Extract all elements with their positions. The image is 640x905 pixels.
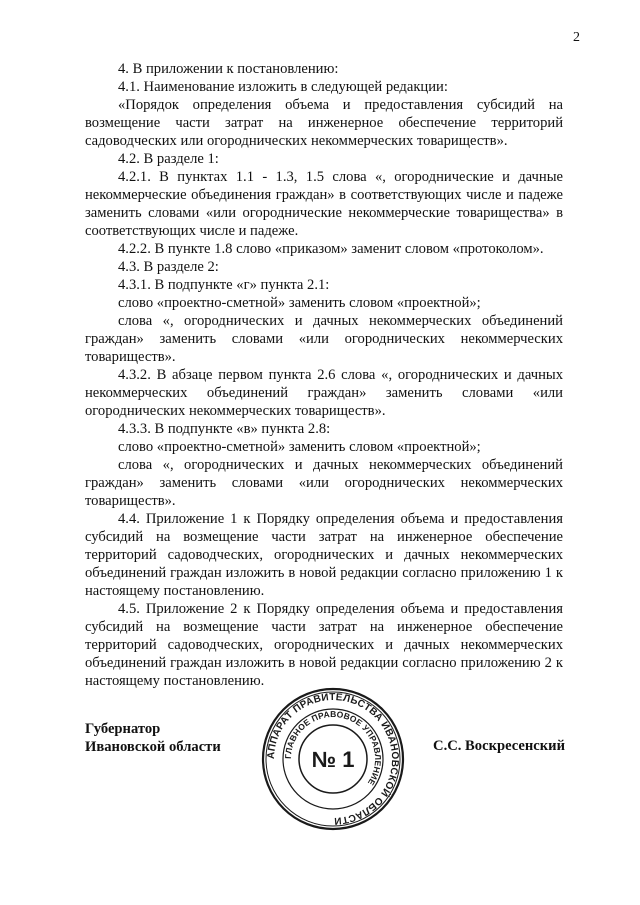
page-number: 2 bbox=[573, 30, 580, 45]
paragraph-4-1-quote: «Порядок определения объема и предоставления субсидий на возмещение части затрат на инженерное обеспечение территорий садоводческих или огороднических некоммерческих товариществ». bbox=[85, 97, 563, 149]
paragraph-4-3-3-a: слово «проектно-сметной» заменить словом «проектной»; bbox=[118, 439, 481, 455]
paragraph-4-1: 4.1. Наименование изложить в следующей редакции: bbox=[118, 79, 448, 95]
paragraph-4-2-2: 4.2.2. В пункте 1.8 слово «приказом» заменит словом «протоколом». bbox=[118, 241, 544, 257]
paragraph-4-3-3-b: слова «, огороднических и дачных некоммерческих объединений граждан» заменить словами «или огороднических некоммерческих товариществ». bbox=[85, 457, 563, 509]
svg-text:№ 1: № 1 bbox=[311, 747, 355, 772]
svg-text:АППАРАТ ПРАВИТЕЛЬСТВА ИВАНОВСК: АППАРАТ ПРАВИТЕЛЬСТВА ИВАНОВСКОЙ ОБЛАСТИ bbox=[265, 691, 401, 827]
signer-title-line2: Ивановской области bbox=[85, 739, 221, 755]
paragraph-4-5: 4.5. Приложение 2 к Порядку определения объема и предоставления субсидий на возмещение части затрат на инженерное обеспечение территорий садоводческих, огороднических и дачных некоммерческих объединений граждан изложить в новой редакции согласно приложению 2 к настоящему постановлению. bbox=[85, 601, 563, 689]
paragraph-4-3-1: 4.3.1. В подпункте «г» пункта 2.1: bbox=[118, 277, 330, 293]
paragraph-4-3: 4.3. В разделе 2: bbox=[118, 259, 219, 275]
paragraph-4-4: 4.4. Приложение 1 к Порядку определения объема и предоставления субсидий на возмещение части затрат на инженерное обеспечение территорий садоводческих, огороднических и дачных некоммерческих объединений граждан изложить в новой редакции согласно приложению 1 к настоящему постановлению. bbox=[85, 511, 563, 599]
signer-name: С.С. Воскресенский bbox=[433, 738, 565, 754]
signer-title-line1: Губернатор bbox=[85, 721, 161, 737]
paragraph-4-3-2: 4.3.2. В абзаце первом пункта 2.6 слова «, огороднических и дачных некоммерческих объединений граждан» заменить словами «или огороднических некоммерческих товариществ». bbox=[85, 367, 563, 419]
document-body bbox=[85, 60, 563, 690]
paragraph-4-3-1-b: слова «, огороднических и дачных некоммерческих объединений граждан» заменить словами «или огороднических некоммерческих товариществ». bbox=[85, 313, 563, 365]
paragraph-4: 4. В приложении к постановлению: bbox=[118, 61, 339, 77]
paragraph-4-2-1: 4.2.1. В пунктах 1.1 - 1.3, 1.5 слова «, огороднические и дачные некоммерческие объединения граждан» в соответствующих числе и падеже заменить словами «или огороднические некоммерческие товарищества» в соответствующих числе и падеже. bbox=[85, 169, 563, 239]
svg-text:ГЛАВНОЕ ПРАВОВОЕ УПРАВЛЕНИЕ: ГЛАВНОЕ ПРАВОВОЕ УПРАВЛЕНИЕ bbox=[282, 708, 384, 788]
paragraph-4-2: 4.2. В разделе 1: bbox=[118, 151, 219, 167]
paragraph-4-3-3: 4.3.3. В подпункте «в» пункта 2.8: bbox=[118, 421, 331, 437]
official-seal-stamp bbox=[261, 687, 405, 831]
signer-title bbox=[85, 720, 221, 756]
paragraph-4-3-1-a: слово «проектно-сметной» заменить словом «проектной»; bbox=[118, 295, 481, 311]
signature-block bbox=[85, 691, 565, 838]
